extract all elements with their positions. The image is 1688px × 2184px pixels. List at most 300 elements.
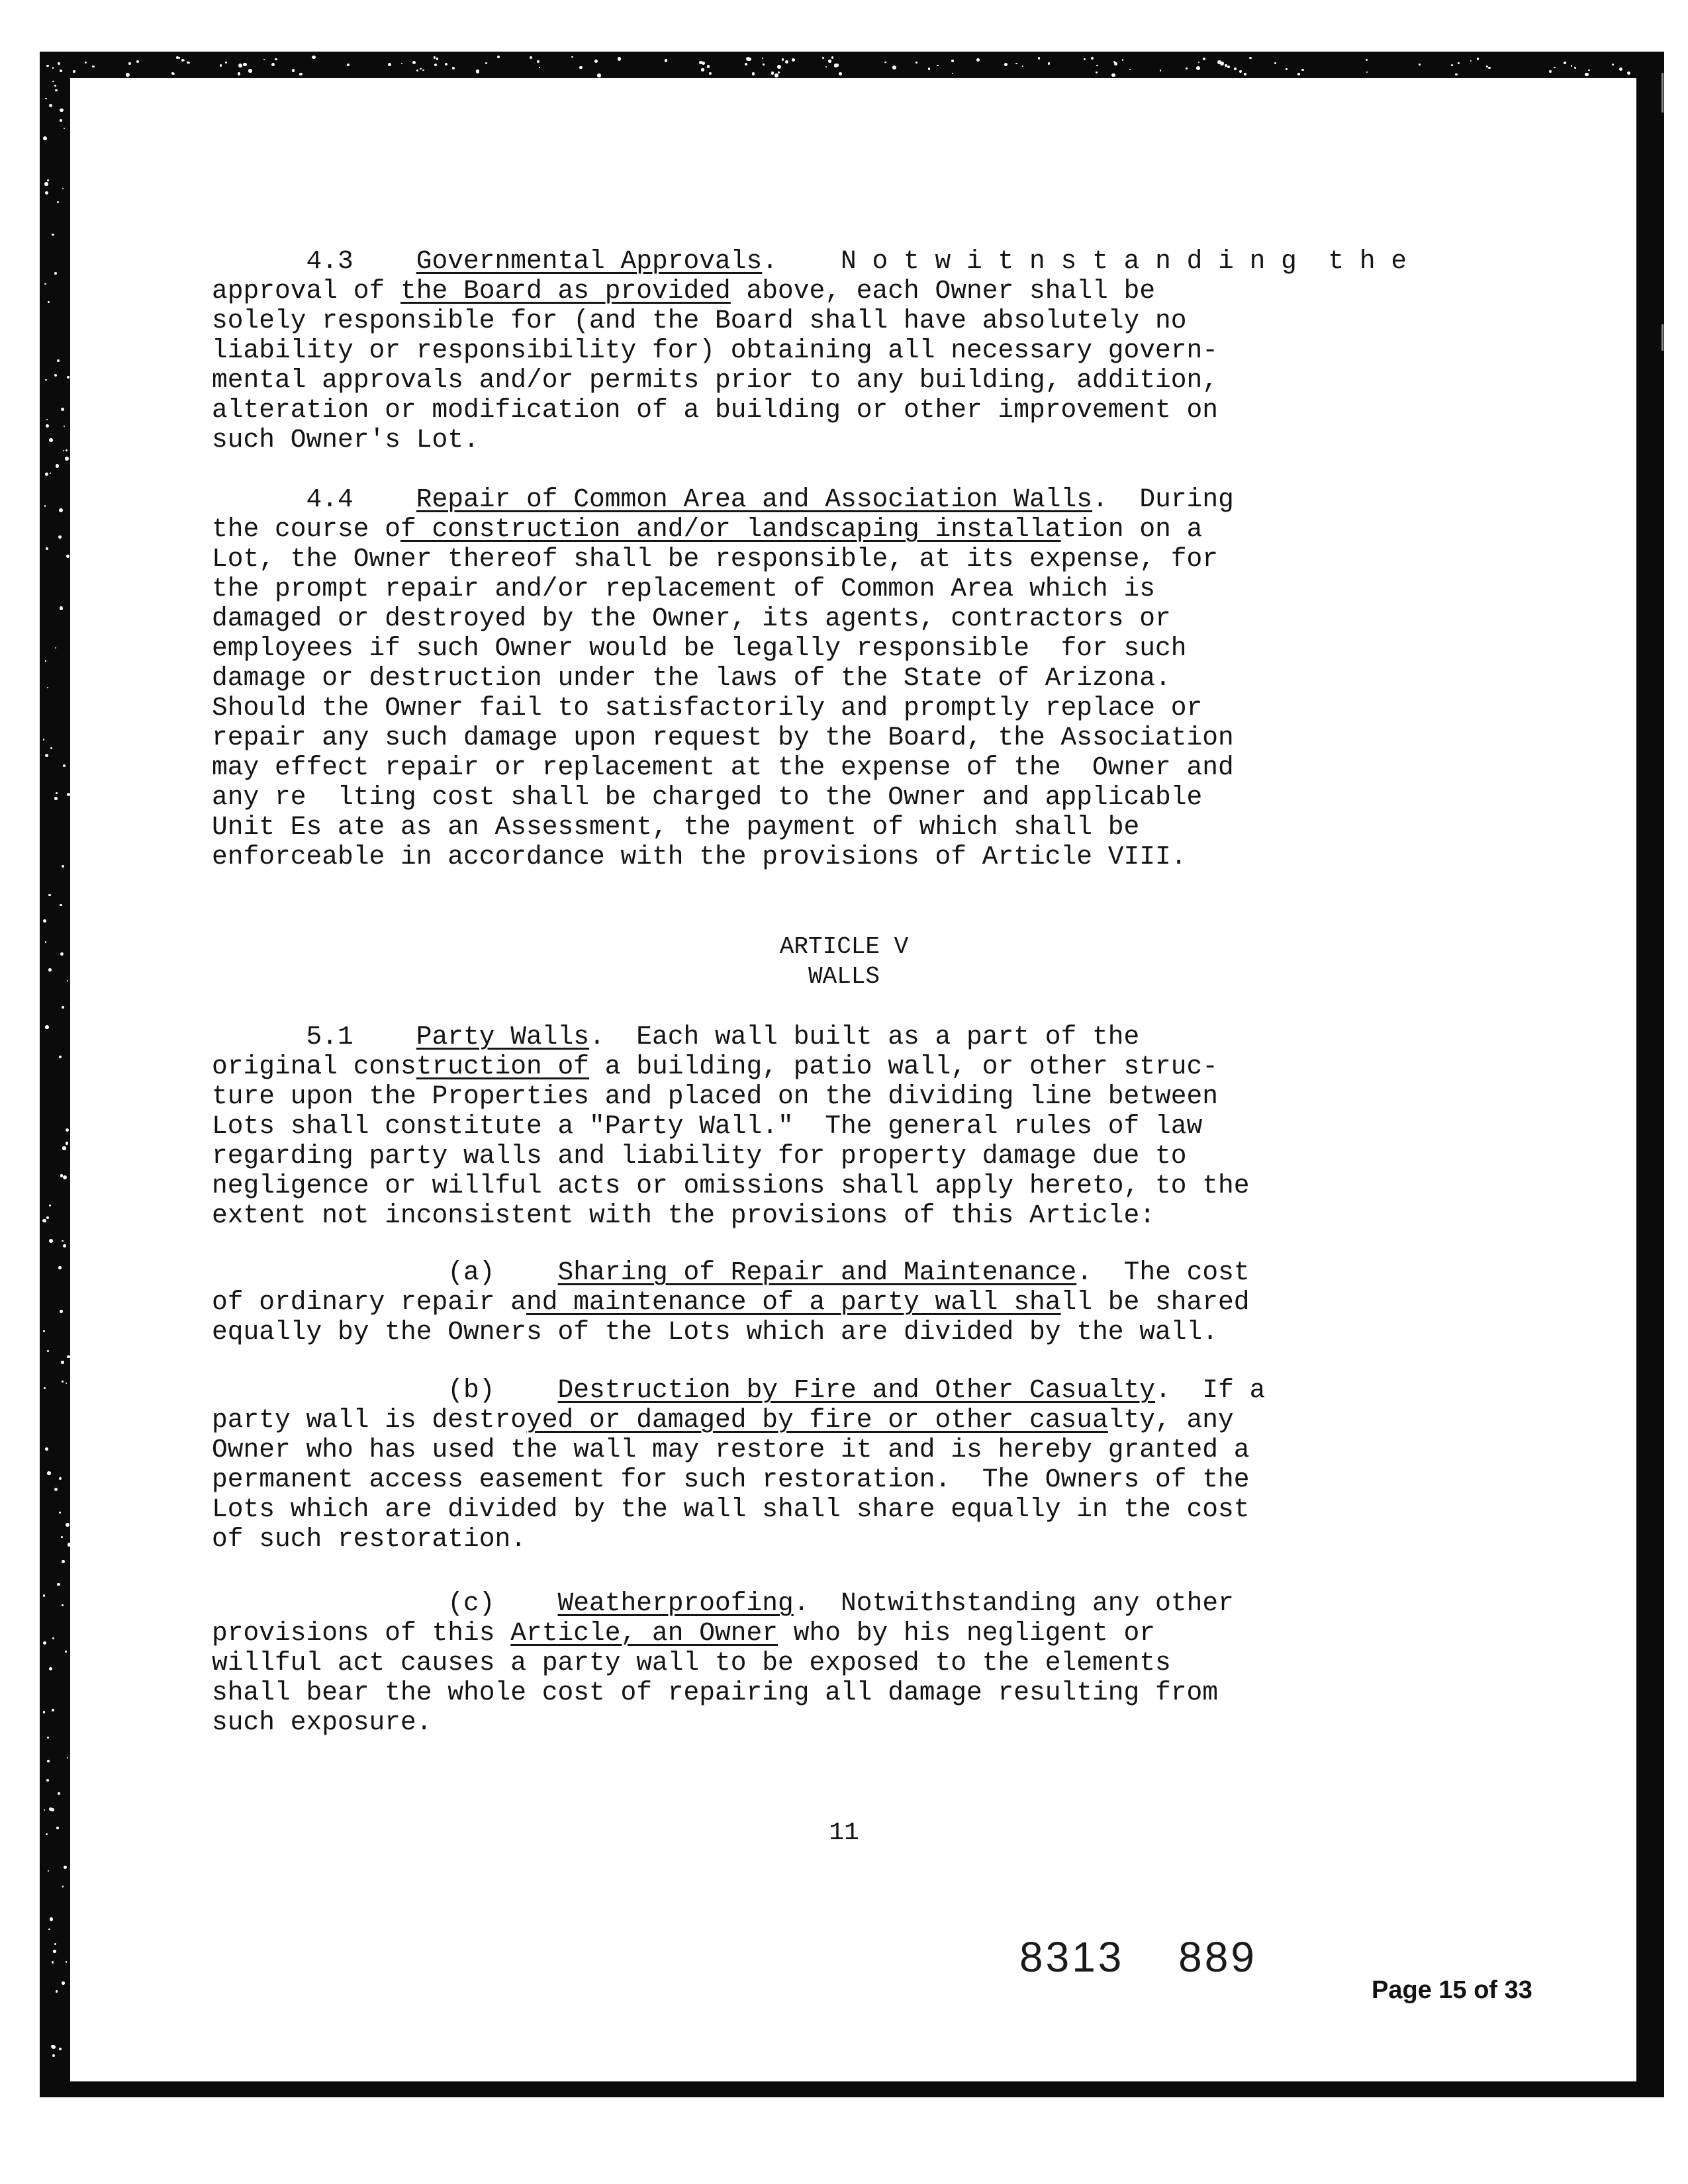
speck: [59, 2048, 62, 2050]
speck: [752, 72, 755, 75]
text-run: party wall is destro: [212, 1405, 527, 1435]
text-run: willful act causes a party wall to be exposed to the elements: [212, 1648, 1171, 1678]
speck: [58, 535, 62, 539]
speck: [1048, 62, 1050, 64]
text-line: [212, 1111, 1250, 1141]
text-run: extent not inconsistent with the provisions of this Article:: [212, 1201, 1156, 1230]
speck: [1198, 62, 1199, 63]
speck: [1554, 67, 1556, 69]
speck: [54, 374, 57, 377]
underlined-run: Governmental Approvals: [416, 246, 763, 276]
text-line: [212, 1405, 1265, 1435]
text-line: [212, 365, 1407, 395]
text-run: (a): [212, 1257, 558, 1287]
text-run: Unit Es ate as an Assessment, the payment of which shall be: [212, 812, 1140, 842]
speck: [1594, 1167, 1597, 1171]
text-line: [212, 276, 1407, 306]
speck: [1571, 65, 1572, 66]
underlined-run: the Board as provided: [400, 276, 731, 306]
text-run: may effect repair or replacement at the expense of the Owner and: [212, 752, 1234, 782]
section-5-1-party-walls: [212, 1022, 1250, 1230]
underlined-run: f construction and/or landscaping installa: [400, 514, 1061, 544]
underlined-run: Article, an Owner: [510, 1618, 778, 1648]
speck: [52, 67, 54, 68]
text-run: alteration or modification of a building or other improvement on: [212, 395, 1219, 425]
underlined-run: truction of: [416, 1052, 590, 1081]
speck: [507, 2050, 510, 2052]
text-run: . Each wall built as a part of the: [589, 1022, 1140, 1052]
text-run: employees if such Owner would be legally responsible for such: [212, 633, 1187, 663]
speck: [55, 647, 56, 649]
speck: [173, 73, 175, 75]
text-line: [212, 1375, 1265, 1405]
speck: [1593, 353, 1597, 356]
speck: [58, 1792, 60, 1795]
speck: [49, 1667, 52, 1670]
speck: [1389, 2052, 1392, 2056]
speck: [44, 1387, 46, 1389]
speck: [46, 1779, 49, 1782]
speck: [1492, 2049, 1494, 2051]
speck: [1585, 363, 1587, 365]
speck: [1478, 2049, 1481, 2052]
speck: [1589, 197, 1590, 198]
speck: [410, 2046, 412, 2048]
speck: [66, 1128, 69, 1132]
text-line: [212, 395, 1407, 425]
speck: [436, 58, 438, 60]
speck: [52, 1961, 54, 1963]
speck: [746, 57, 750, 61]
speck: [1145, 2044, 1148, 2047]
speck: [1129, 69, 1131, 70]
speck: [1245, 2042, 1247, 2044]
speck: [1227, 66, 1230, 68]
speck: [43, 1711, 45, 1713]
speck: [45, 1025, 49, 1029]
text-run: who by his negligent or: [778, 1618, 1156, 1648]
speck: [778, 71, 779, 73]
speck: [253, 2046, 256, 2049]
speck: [1554, 2046, 1558, 2050]
text-run: enforceable in accordance with the provisions of Article VIII.: [212, 842, 1187, 872]
text-run: damaged or destroyed by the Owner, its agents, contractors or: [212, 604, 1171, 633]
page-number: 11: [829, 1819, 859, 1847]
speck: [52, 2045, 56, 2049]
speck: [60, 69, 62, 72]
speck: [1582, 895, 1584, 897]
speck: [1091, 57, 1094, 60]
text-run: 5.1: [212, 1022, 416, 1052]
text-run: . If a: [1155, 1375, 1266, 1405]
speck: [1627, 71, 1630, 75]
speck: [1301, 69, 1303, 71]
text-run: equally by the Owners of the Lots which are divided by the wall.: [212, 1317, 1219, 1347]
speck: [677, 2053, 680, 2056]
speck: [856, 2054, 857, 2056]
speck: [1317, 2044, 1319, 2045]
speck: [432, 2044, 434, 2046]
speck: [785, 60, 788, 64]
speck: [762, 58, 763, 59]
speck: [1137, 2050, 1139, 2051]
speck: [1239, 70, 1242, 73]
underlined-run: Repair of Common Area and Association Walls: [416, 484, 1093, 514]
speck: [849, 2052, 851, 2054]
speck: [428, 2051, 431, 2054]
speck: [1532, 2052, 1536, 2056]
speck: [1583, 741, 1585, 743]
speck: [1600, 469, 1604, 473]
speck: [857, 2047, 860, 2050]
text-run: . The cost: [1076, 1257, 1250, 1287]
text-line: [212, 246, 1407, 276]
speck: [1600, 1032, 1603, 1035]
text-run: such Owner's Lot.: [212, 425, 479, 455]
speck: [1588, 262, 1589, 263]
text-run: . Notwithstanding any other: [793, 1588, 1234, 1618]
speck: [546, 2052, 550, 2056]
speck: [292, 69, 295, 72]
speck: [49, 438, 53, 442]
speck: [1234, 68, 1237, 70]
text-run: liability or responsibility for) obtaining all necessary govern-: [212, 336, 1219, 365]
speck: [1595, 2044, 1596, 2046]
speck: [1585, 1504, 1589, 1508]
speck: [1609, 2046, 1611, 2047]
speck: [53, 1950, 56, 1952]
speck: [1591, 1861, 1595, 1864]
speck: [62, 1560, 65, 1563]
speck: [1501, 2044, 1505, 2047]
text-line: [212, 544, 1234, 574]
text-run: ture upon the Properties and placed on the dividing line between: [212, 1081, 1219, 1111]
speck: [976, 58, 980, 62]
text-line: [212, 574, 1234, 604]
speck: [1585, 73, 1588, 76]
section-5-1b-destruction-fire: [212, 1375, 1265, 1554]
speck: [1593, 1210, 1597, 1214]
text-line: [212, 1678, 1234, 1707]
speck: [1585, 1316, 1587, 1319]
speck: [665, 59, 668, 62]
speck: [58, 1266, 62, 1269]
text-run: damage or destruction under the laws of the State of Arizona.: [212, 663, 1171, 693]
speck: [43, 1330, 44, 1332]
speck: [52, 81, 54, 83]
speck: [1583, 365, 1585, 368]
speck: [62, 1146, 66, 1150]
speck: [1594, 1565, 1597, 1569]
section-5-1c-weatherproofing: [212, 1588, 1234, 1737]
speck: [1595, 448, 1598, 451]
speck: [968, 2046, 971, 2050]
speck: [269, 2046, 273, 2049]
speck: [1035, 2046, 1038, 2048]
speck: [67, 793, 70, 796]
speck: [1588, 579, 1592, 583]
text-run: (c): [212, 1588, 558, 1618]
speck: [1595, 137, 1598, 140]
speck: [1593, 1612, 1595, 1614]
speck: [1252, 2049, 1255, 2052]
speck: [1126, 2051, 1130, 2055]
text-run: . N o t w i t n s t a n d i n g t h e: [762, 246, 1407, 276]
speck: [47, 1737, 49, 1739]
speck: [774, 73, 778, 77]
speck: [454, 2050, 456, 2052]
speck: [238, 64, 242, 68]
speck: [52, 234, 54, 236]
text-line: [212, 1707, 1234, 1737]
text-run: 4.3: [212, 246, 416, 276]
speck: [45, 379, 46, 381]
speck: [1593, 835, 1595, 837]
speck: [1605, 502, 1607, 504]
text-run: above, each Owner shall be: [730, 276, 1156, 306]
speck: [1620, 68, 1622, 69]
text-line: [212, 1435, 1265, 1465]
speck: [1117, 2043, 1121, 2047]
text-run: permanent access easement for such restoration. The Owners of the: [212, 1465, 1250, 1494]
text-line: [212, 663, 1234, 693]
speck: [49, 1239, 53, 1243]
speck: [62, 1981, 64, 1984]
speck: [688, 2052, 690, 2055]
speck: [61, 1361, 64, 1363]
underlined-run: Weatherproofing: [557, 1588, 794, 1618]
speck: [610, 2050, 612, 2053]
text-run: Lots shall constitute a "Party Wall." The general rules of law: [212, 1111, 1203, 1141]
underlined-run: Party Walls: [416, 1022, 590, 1052]
speck: [828, 60, 831, 63]
speck: [843, 2050, 845, 2052]
speck: [1168, 2054, 1169, 2056]
speck: [602, 2045, 604, 2047]
speck: [947, 2044, 950, 2048]
speck: [59, 1056, 62, 1058]
text-run: any re lting cost shall be charged to the Owner and applicable: [212, 782, 1203, 812]
speck: [1244, 73, 1246, 75]
speck: [65, 457, 69, 461]
text-line: [212, 1052, 1250, 1081]
speck: [1598, 1796, 1601, 1799]
text-run: of such restoration.: [212, 1524, 527, 1554]
speck: [327, 2043, 329, 2045]
speck: [618, 57, 622, 61]
text-line: [212, 1201, 1250, 1230]
text-run: Lot, the Owner thereof shall be responsible, at its expense, for: [212, 544, 1219, 574]
speck: [1295, 2046, 1298, 2049]
speck: [268, 2052, 270, 2054]
text-line: [212, 1494, 1265, 1524]
text-line: [212, 1022, 1250, 1052]
text-line: [212, 514, 1234, 544]
speck: [1477, 58, 1479, 60]
speck: [1593, 230, 1597, 234]
speck: [47, 179, 49, 181]
speck: [312, 56, 315, 59]
speck: [1604, 1071, 1607, 1075]
speck: [476, 69, 479, 73]
speck: [65, 1651, 66, 1652]
speck: [966, 2050, 969, 2053]
text-run: a building, patio wall, or other struc-: [589, 1052, 1219, 1081]
speck: [1591, 1077, 1593, 1079]
speck: [62, 1381, 63, 1382]
text-run: shall bear the whole cost of repairing all damage resulting from: [212, 1678, 1219, 1707]
text-line: [212, 1618, 1234, 1648]
speck: [1602, 1796, 1605, 1799]
speck: [579, 66, 582, 69]
speck: [55, 89, 57, 91]
text-run: Owner who has used the wall may restore it and is hereby granted a: [212, 1435, 1250, 1465]
speck: [61, 1536, 63, 1538]
text-run: provisions of this: [212, 1618, 511, 1648]
text-run: approval of: [212, 276, 401, 306]
speck: [1328, 2052, 1330, 2054]
recording-number: [1019, 1933, 1257, 1981]
speck: [59, 508, 63, 512]
speck: [1524, 2050, 1528, 2054]
text-line: [212, 1588, 1234, 1618]
speck: [701, 68, 704, 71]
speck: [1585, 1391, 1587, 1393]
text-line: [212, 1317, 1250, 1347]
page-counter: Page 15 of 33: [1372, 1976, 1532, 2004]
speck: [1587, 883, 1588, 884]
speck: [62, 1006, 64, 1009]
text-line: [212, 484, 1234, 514]
speck: [401, 63, 402, 64]
recording-number-page: 889: [1178, 1933, 1257, 1981]
speck: [44, 505, 46, 507]
speck: [1594, 1589, 1597, 1592]
text-run: repair any such damage upon request by the Board, the Association: [212, 723, 1234, 752]
text-line: [212, 782, 1234, 812]
text-run: Lots which are divided by the wall shall share equally in the cost: [212, 1494, 1250, 1524]
speck: [1427, 2050, 1428, 2052]
speck: [597, 73, 600, 77]
speck: [937, 65, 939, 67]
speck: [910, 2050, 912, 2053]
speck: [452, 67, 455, 69]
speck: [56, 1990, 58, 1992]
speck: [60, 1310, 63, 1313]
speck: [156, 2048, 157, 2049]
speck: [485, 62, 487, 64]
speck: [1507, 2044, 1509, 2046]
speck: [1455, 73, 1458, 76]
speck: [1015, 63, 1017, 64]
speck: [1600, 327, 1602, 329]
speck: [419, 2045, 421, 2047]
text-run: mental approvals and/or permits prior to any building, addition,: [212, 365, 1219, 395]
speck: [48, 894, 50, 896]
speck: [66, 1142, 68, 1144]
speck: [92, 66, 94, 68]
text-line: [212, 1287, 1250, 1317]
speck: [299, 73, 302, 75]
speck: [1096, 65, 1098, 66]
speck: [836, 64, 839, 66]
speck: [312, 2046, 315, 2048]
speck: [1122, 59, 1124, 61]
speck: [445, 63, 447, 66]
text-run: solely responsible for (and the Board shall have absolutely no: [212, 306, 1187, 336]
speck: [1442, 2048, 1444, 2049]
speck: [1577, 2045, 1581, 2049]
text-run: Should the Owner fail to satisfactorily and promptly replace or: [212, 693, 1203, 723]
text-line: [212, 306, 1407, 336]
text-line: [212, 1257, 1250, 1287]
speck: [67, 376, 70, 379]
speck: [1583, 2016, 1585, 2018]
speck: [792, 58, 795, 62]
speck: [857, 2043, 860, 2046]
section-5-1a-sharing-repair: [212, 1257, 1250, 1347]
speck: [1599, 152, 1601, 154]
speck: [59, 1477, 62, 1480]
speck: [1595, 107, 1597, 109]
speck: [416, 69, 418, 71]
speck: [188, 62, 189, 64]
speck: [66, 1961, 67, 1962]
speck: [1617, 2048, 1620, 2052]
speck: [1602, 1152, 1605, 1155]
speck: [73, 70, 75, 73]
speck: [43, 1641, 46, 1645]
text-run: original cons: [212, 1052, 416, 1081]
text-run: such exposure.: [212, 1707, 432, 1737]
text-line: [212, 1081, 1250, 1111]
article-heading: [0, 932, 1688, 991]
speck: [66, 555, 70, 558]
speck: [1585, 1035, 1588, 1038]
speck: [316, 2052, 319, 2054]
speck: [1248, 2044, 1250, 2046]
speck: [47, 1760, 50, 1762]
speck: [1382, 2054, 1384, 2056]
speck: [248, 69, 252, 72]
text-run: regarding party walls and liability for property damage due to: [212, 1141, 1187, 1171]
speck: [722, 2053, 725, 2056]
speck: [60, 606, 63, 610]
speck: [1045, 2052, 1047, 2055]
speck: [1203, 58, 1205, 60]
recording-number-book: 8313: [1019, 1933, 1125, 1981]
speck: [1585, 1785, 1588, 1788]
speck: [1586, 925, 1588, 927]
text-line: [212, 723, 1234, 752]
text-line: [212, 425, 1407, 455]
speck: [443, 2044, 445, 2047]
speck: [831, 56, 833, 58]
speck: [1172, 2052, 1176, 2055]
section-4-3-governmental-approvals: [212, 246, 1407, 455]
text-line: [212, 693, 1234, 723]
text-run: negligence or willful acts or omissions shall apply hereto, to the: [212, 1171, 1250, 1201]
speck: [1597, 1633, 1601, 1637]
speck: [1605, 1918, 1607, 1921]
speck: [1485, 2050, 1489, 2054]
speck: [47, 1350, 49, 1352]
speck: [1590, 1521, 1594, 1525]
speck: [745, 63, 747, 66]
text-line: [212, 633, 1234, 663]
speck: [1114, 62, 1117, 66]
speck: [1104, 2051, 1105, 2052]
